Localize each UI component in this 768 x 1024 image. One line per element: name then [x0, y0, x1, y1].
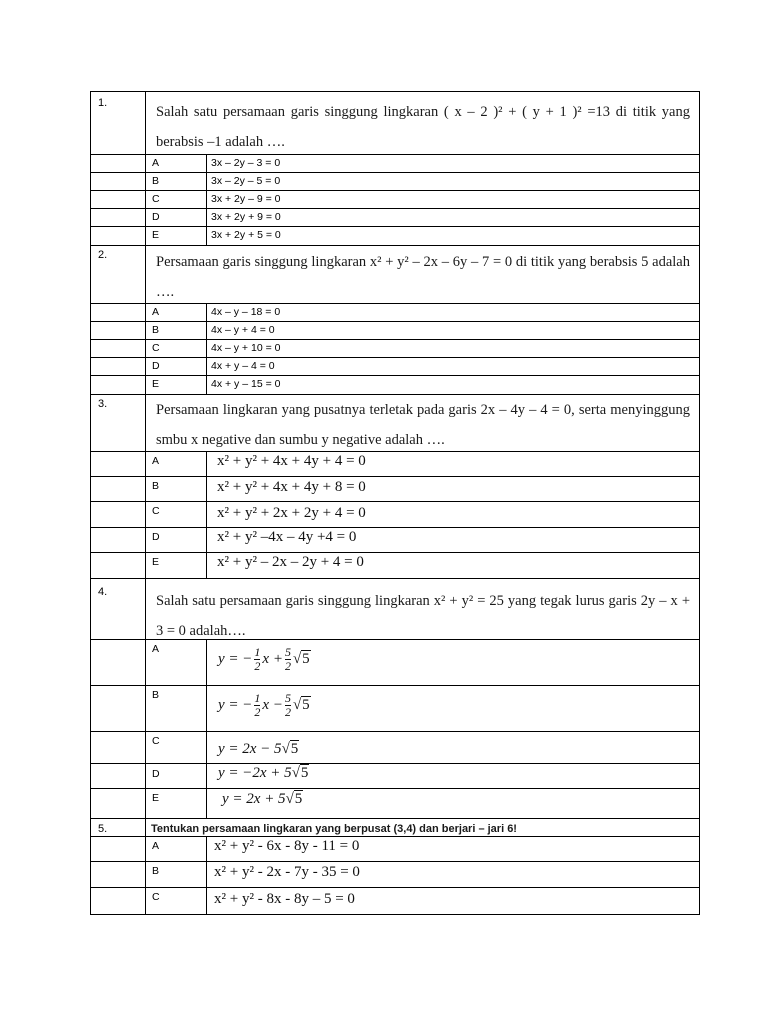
option-formula: [218, 646, 311, 673]
option-label: A: [152, 643, 160, 655]
option-label: C: [152, 891, 160, 903]
option-formula: x² + y² – 2x – 2y + 4 = 0: [217, 554, 364, 570]
option-text: 3x – 2y – 5 = 0: [211, 175, 281, 187]
option-label: A: [152, 306, 160, 318]
option-formula: [218, 741, 299, 758]
option-label: B: [152, 480, 160, 492]
option-formula: [218, 765, 309, 782]
option-label: B: [152, 175, 160, 187]
option-label: D: [152, 360, 160, 372]
formula-part: y = 2x − 5: [218, 741, 282, 757]
radicand: 5: [302, 650, 310, 667]
row-divider: [90, 818, 700, 819]
option-formula: x² + y² - 8x - 8y – 5 = 0: [214, 891, 355, 907]
denominator: 2: [254, 659, 261, 673]
fraction: [285, 646, 291, 673]
table-border-right: [699, 91, 700, 915]
option-text: 4x – y + 10 = 0: [211, 342, 281, 354]
row-divider: [90, 245, 700, 246]
option-divider: [206, 451, 207, 578]
row-divider: [90, 357, 700, 358]
option-label: D: [152, 531, 160, 543]
row-divider: [90, 154, 700, 155]
option-label: C: [152, 505, 160, 517]
row-divider: [90, 303, 700, 304]
option-label: C: [152, 342, 160, 354]
denominator: 2: [254, 705, 261, 719]
option-label: A: [152, 455, 160, 467]
row-divider: [90, 339, 700, 340]
option-label: A: [152, 840, 160, 852]
option-formula: x² + y² + 4x + 4y + 8 = 0: [217, 479, 366, 495]
option-divider: [206, 303, 207, 395]
option-label: E: [152, 556, 160, 568]
formula-part: y = −: [218, 696, 253, 713]
option-label: A: [152, 157, 160, 169]
formula-part: y = 2x + 5: [222, 791, 286, 807]
numerator: 1: [254, 691, 261, 705]
row-divider: [90, 731, 700, 732]
fraction: [285, 692, 291, 719]
option-formula: x² + y² –4x – 4y +4 = 0: [217, 529, 357, 545]
option-label: D: [152, 211, 160, 223]
row-divider: [90, 321, 700, 322]
radicand: 5: [302, 696, 310, 713]
option-formula: x² + y² + 2x + 2y + 4 = 0: [217, 505, 366, 521]
option-label: E: [152, 378, 160, 390]
sqrt-symbol: √: [291, 765, 300, 781]
row-divider: [90, 836, 700, 837]
row-divider: [90, 190, 700, 191]
formula-part: y = −: [218, 650, 253, 667]
option-divider: [206, 639, 207, 818]
row-divider: [90, 501, 700, 502]
row-divider: [90, 552, 700, 553]
quiz-table: [90, 91, 700, 915]
option-label: C: [152, 735, 160, 747]
option-label: B: [152, 865, 160, 877]
option-label: D: [152, 768, 160, 780]
sqrt-symbol: √: [292, 650, 302, 667]
question-number: 5.: [98, 823, 108, 835]
option-formula: [222, 791, 303, 808]
row-divider: [90, 226, 700, 227]
question-number: 1.: [98, 97, 108, 109]
numerator: 5: [284, 645, 291, 659]
question-text: Tentukan persamaan lingkaran yang berpusat (3,4) dan berjari – jari 6!: [151, 823, 517, 835]
option-formula: x² + y² - 2x - 7y - 35 = 0: [214, 864, 360, 880]
sqrt-symbol: √: [285, 791, 294, 807]
formula-part: x +: [262, 650, 283, 667]
numerator: 5: [284, 691, 291, 705]
option-text: 4x – y + 4 = 0: [211, 324, 275, 336]
sqrt-symbol: √: [281, 741, 290, 757]
formula-part: x −: [262, 696, 283, 713]
option-text: 3x – 2y – 3 = 0: [211, 157, 281, 169]
option-formula: x² + y² - 6x - 8y - 11 = 0: [214, 838, 360, 854]
question-number: 4.: [98, 586, 108, 598]
row-divider: [90, 861, 700, 862]
option-text: 3x + 2y – 9 = 0: [211, 193, 281, 205]
row-divider: [90, 476, 700, 477]
row-divider: [90, 375, 700, 376]
option-label: B: [152, 324, 160, 336]
option-divider: [206, 154, 207, 245]
option-text: 4x + y – 4 = 0: [211, 360, 275, 372]
option-text: 3x + 2y + 5 = 0: [211, 229, 281, 241]
row-divider: [90, 172, 700, 173]
option-formula: x² + y² + 4x + 4y + 4 = 0: [217, 453, 366, 469]
option-divider: [206, 836, 207, 914]
table-border-top: [90, 91, 700, 92]
table-border-left: [90, 91, 91, 915]
sqrt-symbol: √: [292, 696, 302, 713]
option-text: 3x + 2y + 9 = 0: [211, 211, 281, 223]
formula-part: y = −2x + 5: [218, 765, 292, 781]
row-divider: [90, 685, 700, 686]
question-text: Persamaan lingkaran yang pusatnya terletak pada garis 2x – 4y – 4 = 0, serta menyinggung smbu x negative dan sumbu y negative adalah ….: [156, 402, 690, 448]
denominator: 2: [284, 705, 291, 719]
option-text: 4x – y – 18 = 0: [211, 306, 281, 318]
row-divider: [90, 639, 700, 640]
table-border-bottom: [90, 914, 700, 915]
column-divider: [145, 91, 146, 915]
option-label: C: [152, 193, 160, 205]
radicand: 5: [294, 791, 303, 807]
question-number: 2.: [98, 249, 108, 261]
numerator: 1: [254, 645, 261, 659]
question-text: Salah satu persamaan garis singgung lingkaran x² + y² = 25 yang tegak lurus garis 2y – x + 3 = 0 adalah….: [156, 593, 690, 639]
question-text: Persamaan garis singgung lingkaran x² + y² – 2x – 6y – 7 = 0 di titik yang berabsis 5 adalah ….: [156, 254, 690, 300]
question-number: 3.: [98, 398, 108, 410]
row-divider: [90, 788, 700, 789]
row-divider: [90, 887, 700, 888]
row-divider: [90, 578, 700, 579]
row-divider: [90, 451, 700, 452]
row-divider: [90, 527, 700, 528]
denominator: 2: [284, 659, 291, 673]
option-label: E: [152, 229, 160, 241]
option-label: B: [152, 689, 160, 701]
row-divider: [90, 208, 700, 209]
option-text: 4x + y – 15 = 0: [211, 378, 281, 390]
option-label: E: [152, 792, 160, 804]
row-divider: [90, 763, 700, 764]
radicand: 5: [290, 741, 299, 757]
fraction: [254, 692, 260, 719]
question-text: Salah satu persamaan garis singgung lingkaran ( x – 2 )² + ( y + 1 )² =13 di titik yang berabsis –1 adalah ….: [156, 104, 690, 150]
fraction: [254, 646, 260, 673]
radicand: 5: [300, 765, 309, 781]
option-formula: [218, 692, 311, 719]
